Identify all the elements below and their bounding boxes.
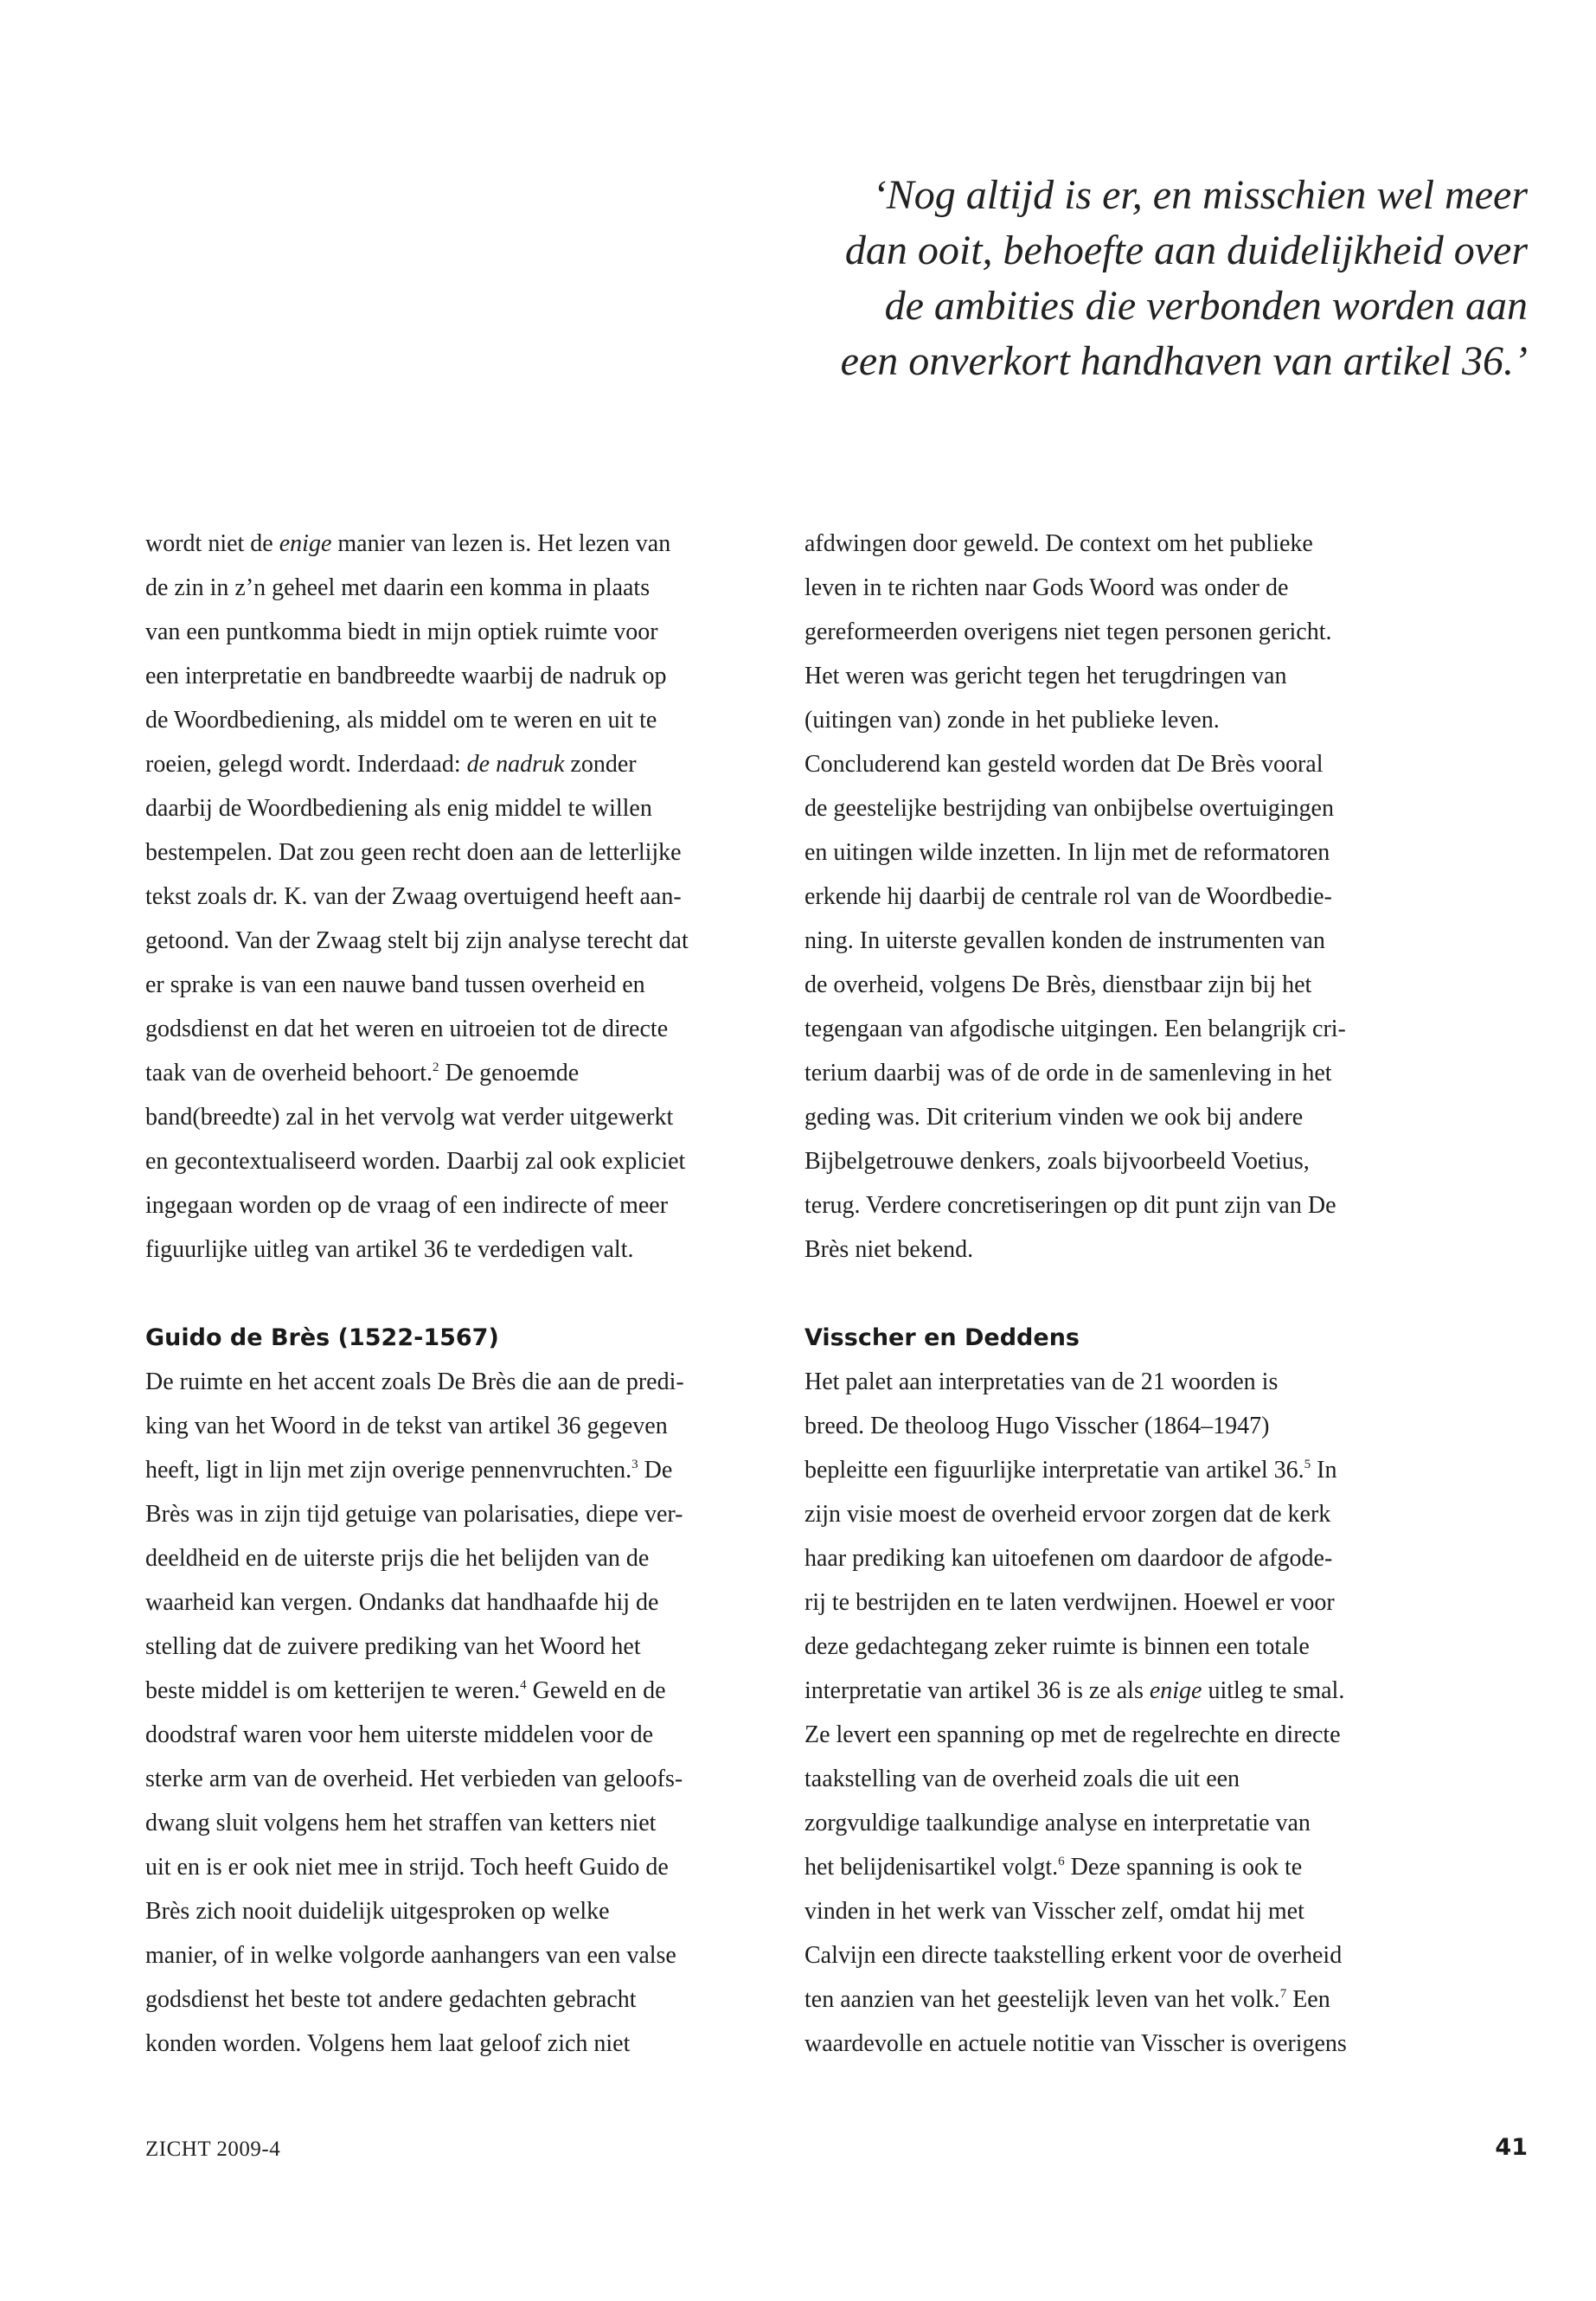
emphasis: de nadruk [466, 751, 565, 778]
text-line [804, 1977, 1427, 2022]
text-run: beste middel is om ketterijen te weren. [145, 1677, 521, 1704]
text-line [145, 1536, 768, 1580]
text-run: dwang sluit volgens hem het straffen van ketters niet [145, 1810, 657, 1836]
text-run: Het palet aan interpretaties van de 21 woorden is [804, 1368, 1279, 1395]
text-run: deze gedachtegang zeker ruimte is binnen een totale [804, 1633, 1310, 1660]
text-line [145, 1713, 768, 1757]
text-run: Brès was in zijn tijd getuige van polarisaties, diepe ver- [145, 1501, 683, 1528]
journal-footer: ZICHT 2009-4 [145, 2138, 281, 2161]
text-run: Deze spanning is ook te [1064, 1854, 1303, 1881]
text-run: bestempelen. Dat zou geen recht doen aan de letterlijke [145, 839, 682, 866]
text-run: en uitingen wilde inzetten. In lijn met de reformatoren [804, 839, 1330, 866]
text-line [804, 1536, 1427, 1580]
text-line [804, 698, 1427, 742]
pull-quote-line: dan ooit, behoefte aan duidelijkheid over [844, 228, 1528, 273]
text-line [804, 1889, 1427, 1933]
text-line [804, 1095, 1427, 1139]
text-run: terium daarbij was of de orde in de samenleving in het [804, 1060, 1332, 1086]
text-run: manier, of in welke volgorde aanhangers van een valse [145, 1942, 676, 1969]
text-run: bepleitte een figuurlijke interpretatie van artikel 36. [804, 1457, 1304, 1484]
text-line [804, 522, 1427, 566]
text-line [145, 1404, 768, 1448]
text-line [145, 1007, 768, 1051]
text-line [145, 1360, 768, 1404]
text-run: Brès niet bekend. [804, 1236, 974, 1263]
left-intro-paragraph [145, 522, 768, 1272]
text-line [804, 2022, 1427, 2066]
text-line [804, 1757, 1427, 1801]
text-run: band(breedte) zal in het vervolg wat verder uitgewerkt [145, 1104, 674, 1131]
text-run: de geestelijke bestrijding van onbijbelse overtuigingen [804, 795, 1334, 822]
text-run: stelling dat de zuivere prediking van het Woord het [145, 1633, 641, 1660]
text-line [804, 566, 1427, 610]
emphasis: enige [279, 530, 332, 557]
text-run: In [1311, 1457, 1337, 1484]
text-run: rij te bestrijden en te laten verdwijnen. Hoewel er voor [804, 1589, 1335, 1616]
text-line [804, 610, 1427, 654]
text-run: leven in te richten naar Gods Woord was onder de [804, 574, 1289, 601]
text-run: De [638, 1457, 673, 1484]
text-line [804, 1183, 1427, 1227]
text-run: uitleg te smal. [1202, 1677, 1345, 1704]
text-line [145, 742, 768, 786]
text-line [145, 1933, 768, 1977]
text-run: Bijbelgetrouwe denkers, zoals bijvoorbeeld Voetius, [804, 1148, 1310, 1175]
text-line [145, 830, 768, 875]
text-run: van een puntkomma biedt in mijn optiek ruimte voor [145, 619, 658, 645]
text-run: (uitingen van) zonde in het publieke leven. [804, 707, 1220, 734]
text-line [145, 1625, 768, 1669]
page-number: 41 [1495, 2134, 1528, 2161]
text-run: terug. Verdere concretiseringen op dit punt zijn van De [804, 1192, 1336, 1219]
text-line [804, 1007, 1427, 1051]
footnote-reference: 3 [631, 1458, 638, 1471]
footnote-reference: 5 [1304, 1458, 1311, 1471]
text-run: deeldheid en de uiterste prijs die het belijden van de [145, 1545, 650, 1572]
text-run: uit en is er ook niet mee in strijd. Toch heeft Guido de [145, 1854, 669, 1881]
footnote-reference: 6 [1058, 1855, 1065, 1868]
text-line [804, 1933, 1427, 1977]
text-run: ten aanzien van het geestelijk leven van het volk. [804, 1986, 1280, 2013]
text-run: gereformeerden overigens niet tegen personen gericht. [804, 619, 1332, 645]
text-run: Een [1286, 1986, 1330, 2013]
text-run: interpretatie van artikel 36 is ze als [804, 1677, 1150, 1704]
text-line [145, 1095, 768, 1139]
text-run: de Woordbediening, als middel om te weren en uit te [145, 707, 657, 734]
left-section-paragraph [145, 1360, 768, 2066]
text-line [804, 1051, 1427, 1095]
pull-quote-line: ‘Nog altijd is er, en misschien wel meer [872, 172, 1528, 218]
text-run: waardevolle en actuele notitie van Visscher is overigens [804, 2030, 1347, 2057]
emphasis: enige [1149, 1677, 1202, 1704]
text-line [145, 1757, 768, 1801]
text-run: en gecontextualiseerd worden. Daarbij zal ook expliciet [145, 1148, 686, 1175]
text-run: figuurlijke uitleg van artikel 36 te verdedigen valt. [145, 1236, 634, 1263]
footnote-reference: 7 [1279, 1987, 1287, 2001]
text-run: Brès zich nooit duidelijk uitgesproken op welke [145, 1898, 610, 1925]
text-run: tekst zoals dr. K. van der Zwaag overtuigend heeft aan- [145, 883, 682, 910]
text-line [145, 610, 768, 654]
text-line [804, 786, 1427, 830]
text-line [145, 875, 768, 919]
text-run: zorgvuldige taalkundige analyse en interpretatie van [804, 1810, 1311, 1836]
right-intro-paragraph [804, 522, 1427, 1272]
text-line [145, 1801, 768, 1845]
text-run: Concluderend kan gesteld worden dat De Brès vooral [804, 751, 1324, 778]
text-line [145, 654, 768, 698]
text-run: Calvijn een directe taakstelling erkent voor de overheid [804, 1942, 1343, 1969]
footnote-reference: 2 [432, 1061, 439, 1074]
text-run: geding was. Dit criterium vinden we ook bij andere [804, 1104, 1304, 1131]
text-run: de overheid, volgens De Brès, dienstbaar zijn bij het [804, 971, 1312, 998]
text-run: vinden in het werk van Visscher zelf, omdat hij met [804, 1898, 1304, 1925]
text-line [804, 654, 1427, 698]
text-run: zonder [564, 751, 637, 778]
text-line [804, 1625, 1427, 1669]
text-line [804, 1713, 1427, 1757]
text-line [145, 566, 768, 610]
text-line [804, 830, 1427, 875]
text-run: taak van de overheid behoort. [145, 1060, 433, 1086]
text-line [804, 1801, 1427, 1845]
text-line [145, 1889, 768, 1933]
section-heading-guido-de-bres: Guido de Brès (1522-1567) [145, 1324, 499, 1351]
text-run: daarbij de Woordbediening als enig middel te willen [145, 795, 652, 822]
text-line [804, 742, 1427, 786]
left-column [145, 522, 768, 2066]
text-run: Geweld en de [526, 1677, 666, 1704]
right-column [804, 522, 1427, 2066]
text-line [804, 875, 1427, 919]
text-run: haar prediking kan uitoefenen om daardoor de afgode- [804, 1545, 1333, 1572]
text-run: taakstelling van de overheid zoals die uit een [804, 1766, 1240, 1792]
text-line [145, 2022, 768, 2066]
text-run: erkende hij daarbij de centrale rol van de Woordbedie- [804, 883, 1332, 910]
text-run: er sprake is van een nauwe band tussen overheid en [145, 971, 645, 998]
text-line [145, 1580, 768, 1625]
text-run: getoond. Van der Zwaag stelt bij zijn analyse terecht dat [145, 927, 689, 954]
text-line [145, 1977, 768, 2022]
pull-quote [749, 168, 1528, 389]
text-line [145, 1139, 768, 1183]
text-run: roeien, gelegd wordt. Inderdaad: [145, 751, 467, 778]
text-run: De genoemde [439, 1060, 580, 1086]
text-run: konden worden. Volgens hem laat geloof zich niet [145, 2030, 631, 2057]
text-line [145, 1448, 768, 1492]
text-line [145, 698, 768, 742]
text-run: godsdienst het beste tot andere gedachten gebracht [145, 1986, 637, 2013]
text-run: heeft, ligt in lijn met zijn overige pennenvruchten. [145, 1457, 632, 1484]
text-line [804, 1492, 1427, 1536]
footnote-reference: 4 [520, 1678, 527, 1692]
text-run: manier van lezen is. Het lezen van [331, 530, 671, 557]
text-line [804, 1360, 1427, 1404]
text-line [804, 963, 1427, 1007]
right-section-paragraph [804, 1360, 1427, 2066]
text-line [145, 1492, 768, 1536]
text-run: afdwingen door geweld. De context om het publieke [804, 530, 1313, 557]
text-run: godsdienst en dat het weren en uitroeien tot de directe [145, 1016, 669, 1042]
text-line [145, 963, 768, 1007]
text-run: tegengaan van afgodische uitgingen. Een belangrijk cri- [804, 1016, 1346, 1042]
text-line [145, 522, 768, 566]
text-run: ning. In uiterste gevallen konden de instrumenten van [804, 927, 1325, 954]
text-line [804, 919, 1427, 963]
text-run: Het weren was gericht tegen het terugdringen van [804, 663, 1287, 689]
text-line [145, 1183, 768, 1227]
text-run: De ruimte en het accent zoals De Brès die aan de predi- [145, 1368, 684, 1395]
text-line [145, 1051, 768, 1095]
text-line [145, 1845, 768, 1889]
text-run: king van het Woord in de tekst van artikel 36 gegeven [145, 1413, 668, 1439]
text-run: zijn visie moest de overheid ervoor zorgen dat de kerk [804, 1501, 1331, 1528]
text-line [804, 1448, 1427, 1492]
text-run: waarheid kan vergen. Ondanks dat handhaafde hij de [145, 1589, 659, 1616]
text-run: ingegaan worden op de vraag of een indirecte of meer [145, 1192, 669, 1219]
text-line [145, 786, 768, 830]
text-run: een interpretatie en bandbreedte waarbij de nadruk op [145, 663, 667, 689]
text-line [804, 1669, 1427, 1713]
pull-quote-line: de ambities die verbonden worden aan [884, 283, 1528, 329]
text-line [145, 1669, 768, 1713]
text-line [804, 1227, 1427, 1272]
text-run: het belijdenisartikel volgt. [804, 1854, 1059, 1881]
text-line [804, 1404, 1427, 1448]
text-run: wordt niet de [145, 530, 279, 557]
pull-quote-line: een onverkort handhaven van artikel 36.’ [840, 338, 1528, 384]
text-run: doodstraf waren voor hem uiterste middelen voor de [145, 1721, 654, 1748]
text-run: sterke arm van de overheid. Het verbieden van geloofs- [145, 1766, 683, 1792]
text-line [804, 1139, 1427, 1183]
text-line [804, 1580, 1427, 1625]
text-run: breed. De theoloog Hugo Visscher (1864–1947) [804, 1413, 1270, 1439]
text-line [804, 1845, 1427, 1889]
text-run: Ze levert een spanning op met de regelrechte en directe [804, 1721, 1341, 1748]
text-line [145, 1227, 768, 1272]
section-heading-visscher-en-deddens: Visscher en Deddens [804, 1324, 1080, 1351]
text-run: de zin in z’n geheel met daarin een komma in plaats [145, 574, 651, 601]
text-line [145, 919, 768, 963]
